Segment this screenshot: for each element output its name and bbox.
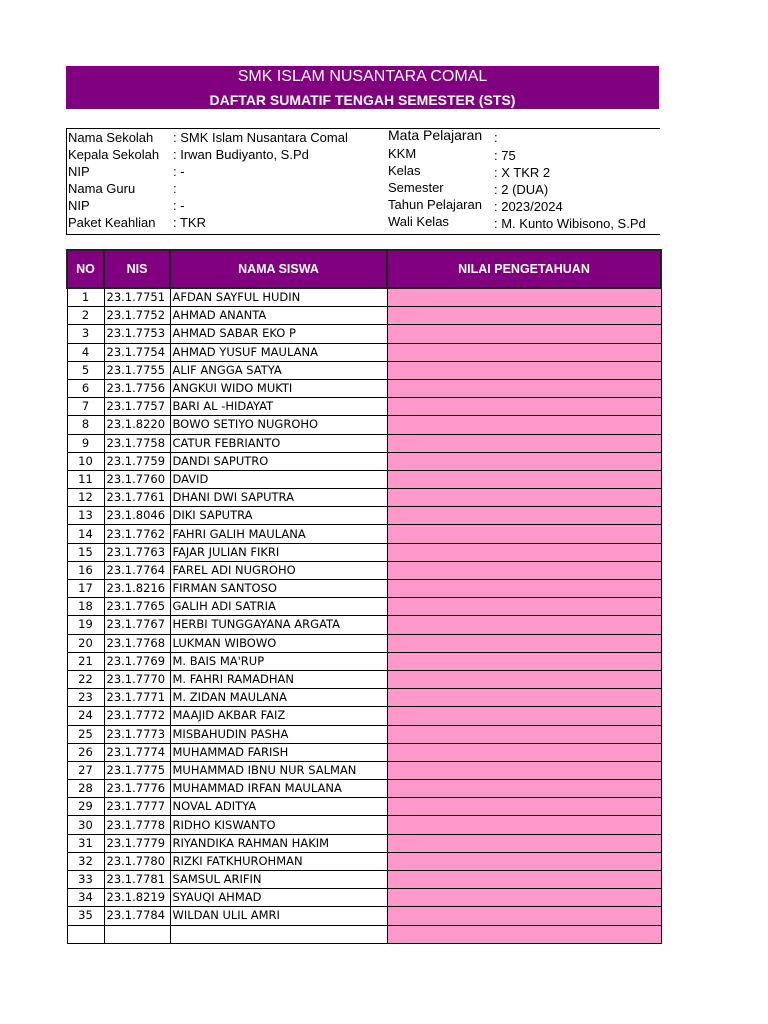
table-row (67, 379, 661, 397)
student-name-cell: DAVID (170, 470, 387, 488)
nis-cell: 23.1.7784 (104, 907, 170, 925)
student-name-cell: AHMAD SABAR EKO P (170, 325, 387, 343)
table-row (67, 307, 661, 325)
info-label: Kepala Sekolah (68, 147, 160, 162)
column-header-no: NO (67, 250, 104, 288)
score-input-cell[interactable] (387, 889, 661, 907)
score-input-cell[interactable] (387, 834, 661, 852)
row-number: 11 (67, 470, 104, 488)
table-row (67, 798, 661, 816)
row-number: 15 (67, 543, 104, 561)
score-input-cell[interactable] (387, 561, 661, 579)
row-number: 21 (67, 652, 104, 670)
row-number: 5 (67, 361, 104, 379)
table-row (67, 652, 661, 670)
score-input-cell[interactable] (387, 634, 661, 652)
info-label: NIP (68, 198, 90, 213)
student-name-cell: MISBAHUDIN PASHA (170, 725, 387, 743)
student-name-cell: HERBI TUNGGAYANA ARGATA (170, 616, 387, 634)
score-input-cell[interactable] (387, 816, 661, 834)
score-input-cell[interactable] (387, 689, 661, 707)
column-header-nama-siswa: NAMA SISWA (170, 250, 387, 288)
nis-cell: 23.1.7763 (104, 543, 170, 561)
info-value: : SMK Islam Nusantara Comal (173, 130, 348, 145)
row-number: 35 (67, 907, 104, 925)
info-label: Semester (388, 180, 444, 195)
nis-cell: 23.1.7755 (104, 361, 170, 379)
student-name-cell: SAMSUL ARIFIN (170, 871, 387, 889)
info-label: Tahun Pelajaran (388, 197, 482, 212)
table-row (67, 707, 661, 725)
nis-cell: 23.1.7777 (104, 798, 170, 816)
table-row (67, 343, 661, 361)
score-input-cell[interactable] (387, 652, 661, 670)
score-input-cell[interactable] (387, 288, 661, 307)
row-number: 19 (67, 616, 104, 634)
score-input-cell[interactable] (387, 434, 661, 452)
row-number: 10 (67, 452, 104, 470)
row-number: 14 (67, 525, 104, 543)
nis-cell: 23.1.7772 (104, 707, 170, 725)
info-value: : 75 (494, 148, 516, 163)
info-value: : X TKR 2 (494, 165, 551, 180)
student-name-cell: MUHAMMAD FARISH (170, 743, 387, 761)
info-value: : (494, 130, 498, 145)
row-number: 28 (67, 780, 104, 798)
nis-cell: 23.1.7778 (104, 816, 170, 834)
nis-cell: 23.1.7780 (104, 852, 170, 870)
table-row (67, 816, 661, 834)
nis-cell: 23.1.7761 (104, 489, 170, 507)
student-name-cell: MUHAMMAD IBNU NUR SALMAN (170, 761, 387, 779)
score-input-cell[interactable] (387, 361, 661, 379)
score-input-cell[interactable] (387, 707, 661, 725)
table-row (67, 598, 661, 616)
student-name-cell: LUKMAN WIBOWO (170, 634, 387, 652)
row-number: 30 (67, 816, 104, 834)
score-input-cell[interactable] (387, 798, 661, 816)
nis-cell: 23.1.7771 (104, 689, 170, 707)
table-row (67, 743, 661, 761)
student-name-cell (170, 925, 387, 943)
student-name-cell: AHMAD YUSUF MAULANA (170, 343, 387, 361)
row-number: 22 (67, 670, 104, 688)
table-row (67, 525, 661, 543)
row-number (67, 925, 104, 943)
nis-cell: 23.1.7753 (104, 325, 170, 343)
student-name-cell: DIKI SAPUTRA (170, 507, 387, 525)
score-input-cell[interactable] (387, 507, 661, 525)
row-number: 18 (67, 598, 104, 616)
table-row (67, 507, 661, 525)
score-input-cell[interactable] (387, 761, 661, 779)
info-label: Kelas (388, 163, 421, 178)
table-body (67, 288, 661, 943)
nis-cell: 23.1.7768 (104, 634, 170, 652)
row-number: 25 (67, 725, 104, 743)
score-input-cell[interactable] (387, 379, 661, 397)
table-row (67, 780, 661, 798)
student-name-cell: MUHAMMAD IRFAN MAULANA (170, 780, 387, 798)
info-label: Wali Kelas (388, 214, 449, 229)
student-name-cell: BOWO SETIYO NUGROHO (170, 416, 387, 434)
score-input-cell[interactable] (387, 525, 661, 543)
student-name-cell: FAHRI GALIH MAULANA (170, 525, 387, 543)
row-number: 7 (67, 398, 104, 416)
nis-cell: 23.1.7765 (104, 598, 170, 616)
info-value: : 2023/2024 (494, 199, 563, 214)
nis-cell: 23.1.7781 (104, 871, 170, 889)
student-name-cell: M. ZIDAN MAULANA (170, 689, 387, 707)
nis-cell: 23.1.7760 (104, 470, 170, 488)
student-name-cell: RIYANDIKA RAHMAN HAKIM (170, 834, 387, 852)
score-input-cell[interactable] (387, 670, 661, 688)
table-row (67, 761, 661, 779)
student-name-cell: RIDHO KISWANTO (170, 816, 387, 834)
score-input-cell[interactable] (387, 416, 661, 434)
school-title: SMK ISLAM NUSANTARA COMAL (237, 68, 488, 85)
row-number: 16 (67, 561, 104, 579)
score-input-cell[interactable] (387, 489, 661, 507)
nis-cell: 23.1.7776 (104, 780, 170, 798)
info-label: Paket Keahlian (68, 215, 156, 230)
info-value: : Irwan Budiyanto, S.Pd (173, 147, 309, 162)
table-row (67, 452, 661, 470)
row-number: 23 (67, 689, 104, 707)
title-banner (66, 66, 659, 109)
student-name-cell: AFDAN SAYFUL HUDIN (170, 288, 387, 307)
score-input-cell[interactable] (387, 616, 661, 634)
table-row (67, 725, 661, 743)
table-row (67, 670, 661, 688)
score-input-cell[interactable] (387, 743, 661, 761)
row-number: 6 (67, 379, 104, 397)
row-number: 1 (67, 288, 104, 307)
score-input-cell[interactable] (387, 343, 661, 361)
row-number: 2 (67, 307, 104, 325)
info-label: Nama Sekolah (68, 130, 154, 145)
student-name-cell: SYAUQI AHMAD (170, 889, 387, 907)
student-name-cell: BARI AL -HIDAYAT (170, 398, 387, 416)
student-name-cell: AHMAD ANANTA (170, 307, 387, 325)
info-value: : 2 (DUA) (494, 182, 549, 197)
student-grade-table (66, 249, 662, 944)
nis-cell: 23.1.7751 (104, 288, 170, 307)
student-name-cell: M. FAHRI RAMADHAN (170, 670, 387, 688)
nis-cell: 23.1.7769 (104, 652, 170, 670)
student-name-cell: MAAJID AKBAR FAIZ (170, 707, 387, 725)
info-value: : (173, 181, 177, 196)
info-label: NIP (68, 164, 90, 179)
score-input-cell[interactable] (387, 907, 661, 925)
table-row (67, 416, 661, 434)
row-number: 32 (67, 852, 104, 870)
nis-cell: 23.1.8216 (104, 580, 170, 598)
nis-cell: 23.1.7756 (104, 379, 170, 397)
nis-cell: 23.1.7759 (104, 452, 170, 470)
row-number: 34 (67, 889, 104, 907)
nis-cell: 23.1.7767 (104, 616, 170, 634)
row-number: 4 (67, 343, 104, 361)
table-row (67, 434, 661, 452)
column-header-nis: NIS (104, 250, 170, 288)
nis-cell: 23.1.7757 (104, 398, 170, 416)
nis-cell: 23.1.7762 (104, 525, 170, 543)
row-number: 13 (67, 507, 104, 525)
column-header-nilai-pengetahuan: NILAI PENGETAHUAN (387, 250, 661, 288)
nis-cell: 23.1.8220 (104, 416, 170, 434)
table-row (67, 907, 661, 925)
table-row (67, 489, 661, 507)
info-value: : M. Kunto Wibisono, S.Pd (494, 216, 646, 231)
row-number: 3 (67, 325, 104, 343)
score-input-cell[interactable] (387, 925, 661, 943)
student-name-cell: DANDI SAPUTRO (170, 452, 387, 470)
info-value: : - (173, 164, 185, 179)
table-row (67, 325, 661, 343)
row-number: 31 (67, 834, 104, 852)
row-number: 33 (67, 871, 104, 889)
table-row (67, 288, 661, 307)
score-input-cell[interactable] (387, 852, 661, 870)
student-name-cell: ALIF ANGGA SATYA (170, 361, 387, 379)
score-input-cell[interactable] (387, 543, 661, 561)
score-input-cell[interactable] (387, 780, 661, 798)
document-title: DAFTAR SUMATIF TENGAH SEMESTER (STS) (209, 92, 516, 108)
row-number: 29 (67, 798, 104, 816)
info-value: : TKR (173, 215, 206, 230)
nis-cell: 23.1.8219 (104, 889, 170, 907)
info-label: Mata Pelajaran (388, 127, 483, 143)
table-row (67, 871, 661, 889)
student-name-cell: GALIH ADI SATRIA (170, 598, 387, 616)
row-number: 9 (67, 434, 104, 452)
score-input-cell[interactable] (387, 871, 661, 889)
row-number: 12 (67, 489, 104, 507)
table-row (67, 470, 661, 488)
score-input-cell[interactable] (387, 580, 661, 598)
score-input-cell[interactable] (387, 452, 661, 470)
nis-cell: 23.1.7764 (104, 561, 170, 579)
nis-cell: 23.1.7758 (104, 434, 170, 452)
nis-cell: 23.1.7774 (104, 743, 170, 761)
nis-cell: 23.1.7752 (104, 307, 170, 325)
score-input-cell[interactable] (387, 725, 661, 743)
row-number: 20 (67, 634, 104, 652)
student-name-cell: DHANI DWI SAPUTRA (170, 489, 387, 507)
table-row (67, 561, 661, 579)
table-row (67, 889, 661, 907)
table-row (67, 361, 661, 379)
table-header-row (67, 250, 661, 288)
student-name-cell: M. BAIS MA'RUP (170, 652, 387, 670)
student-name-cell: RIZKI FATKHUROHMAN (170, 852, 387, 870)
table-row (67, 834, 661, 852)
table-row (67, 616, 661, 634)
table-row (67, 634, 661, 652)
table-row (67, 580, 661, 598)
student-name-cell: ANGKUI WIDO MUKTI (170, 379, 387, 397)
nis-cell: 23.1.7754 (104, 343, 170, 361)
student-name-cell: FIRMAN SANTOSO (170, 580, 387, 598)
nis-cell: 23.1.7770 (104, 670, 170, 688)
nis-cell (104, 925, 170, 943)
score-input-cell[interactable] (387, 470, 661, 488)
row-number: 8 (67, 416, 104, 434)
nis-cell: 23.1.7779 (104, 834, 170, 852)
info-label: KKM (388, 146, 417, 161)
score-input-cell[interactable] (387, 325, 661, 343)
row-number: 24 (67, 707, 104, 725)
nis-cell: 23.1.8046 (104, 507, 170, 525)
table-row (67, 689, 661, 707)
nis-cell: 23.1.7773 (104, 725, 170, 743)
student-name-cell: FAREL ADI NUGROHO (170, 561, 387, 579)
score-input-cell[interactable] (387, 307, 661, 325)
nis-cell: 23.1.7775 (104, 761, 170, 779)
score-input-cell[interactable] (387, 398, 661, 416)
table-row (67, 543, 661, 561)
row-number: 27 (67, 761, 104, 779)
row-number: 26 (67, 743, 104, 761)
student-name-cell: CATUR FEBRIANTO (170, 434, 387, 452)
info-block (66, 128, 660, 235)
student-name-cell: WILDAN ULIL AMRI (170, 907, 387, 925)
info-label: Nama Guru (68, 181, 136, 196)
score-input-cell[interactable] (387, 598, 661, 616)
table-row (67, 925, 661, 943)
info-value: : - (173, 198, 185, 213)
table-row (67, 398, 661, 416)
student-name-cell: NOVAL ADITYA (170, 798, 387, 816)
table-row (67, 852, 661, 870)
student-name-cell: FAJAR JULIAN FIKRI (170, 543, 387, 561)
row-number: 17 (67, 580, 104, 598)
